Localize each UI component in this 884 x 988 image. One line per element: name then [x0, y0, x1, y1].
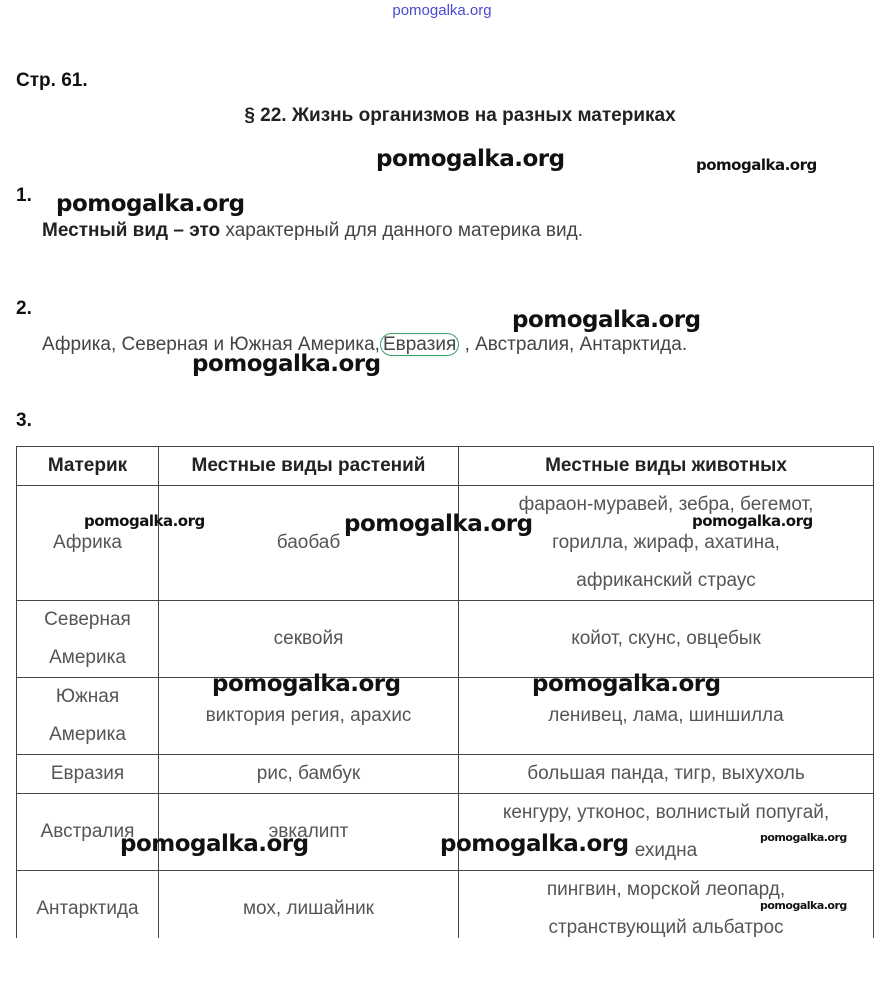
page-label: Стр. 61.	[16, 70, 88, 91]
continent-cell: Австралия	[17, 794, 159, 871]
plants-cell: мох, лишайник	[159, 871, 459, 948]
continent-cell: Антарктида	[17, 871, 159, 948]
table-row	[17, 755, 874, 794]
watermark-overlay: pomogalka.org	[56, 191, 245, 217]
continent-cell: Африка	[17, 486, 159, 601]
table-header-row	[17, 447, 874, 486]
continent-cell: Северная Америка	[17, 601, 159, 678]
continents-before: Африка, Северная и Южная Америка,	[42, 334, 380, 355]
watermark-overlay: pomogalka.org	[532, 671, 721, 697]
task-2-number: 2.	[16, 298, 32, 319]
table-row	[17, 678, 874, 755]
plants-cell: эвкалипт	[159, 794, 459, 871]
watermark-overlay: pomogalka.org	[512, 307, 701, 333]
header-continent: Материк	[17, 447, 159, 486]
definition-text: характерный для данного материка вид.	[220, 220, 583, 241]
animals-cell: большая панда, тигр, выхухоль	[459, 755, 874, 794]
watermark-overlay: pomogalka.org	[760, 899, 847, 912]
continent-cell: Евразия	[17, 755, 159, 794]
watermark-overlay: pomogalka.org	[440, 831, 629, 857]
watermark-overlay: pomogalka.org	[344, 511, 533, 537]
watermark-overlay: pomogalka.org	[120, 831, 309, 857]
watermark-overlay: pomogalka.org	[760, 831, 847, 844]
table-row	[17, 601, 874, 678]
animals-cell: пингвин, морской леопард, странствующий альбатрос	[459, 871, 874, 948]
definition-term: Местный вид – это	[42, 220, 221, 241]
watermark-overlay: pomogalka.org	[84, 512, 205, 530]
task-3-number: 3.	[16, 410, 32, 431]
definition-line	[42, 220, 583, 242]
animals-cell: фараон-муравей, зебра, бегемот, горилла, жираф, ахатина, африканский страус	[459, 486, 874, 601]
plants-cell: баобаб	[159, 486, 459, 601]
animals-cell: кенгуру, утконос, волнистый попугай, ехидна	[459, 794, 874, 871]
plants-cell: виктория регия, арахис	[159, 678, 459, 755]
watermark-overlay: pomogalka.org	[192, 351, 381, 377]
animals-cell: ленивец, лама, шиншилла	[459, 678, 874, 755]
task-1-number: 1.	[16, 185, 32, 206]
plants-cell: секвойя	[159, 601, 459, 678]
section-title: § 22. Жизнь организмов на разных материках	[244, 105, 676, 126]
continents-after: , Австралия, Антарктида.	[464, 334, 688, 355]
plants-cell: рис, бамбук	[159, 755, 459, 794]
watermark-overlay: pomogalka.org	[376, 146, 565, 172]
circled-continent: Евразия	[380, 333, 459, 356]
table-row	[17, 486, 874, 601]
table-row	[17, 871, 874, 948]
watermark-overlay: pomogalka.org	[692, 512, 813, 530]
watermark-overlay: pomogalka.org	[212, 671, 401, 697]
watermark-overlay: pomogalka.org	[696, 156, 817, 174]
cropped-bottom-edge	[16, 938, 876, 954]
animals-cell: койот, скунс, овцебык	[459, 601, 874, 678]
top-watermark: pomogalka.org	[392, 2, 492, 19]
continent-cell: Южная Америка	[17, 678, 159, 755]
header-plants: Местные виды растений	[159, 447, 459, 486]
header-animals: Местные виды животных	[459, 447, 874, 486]
